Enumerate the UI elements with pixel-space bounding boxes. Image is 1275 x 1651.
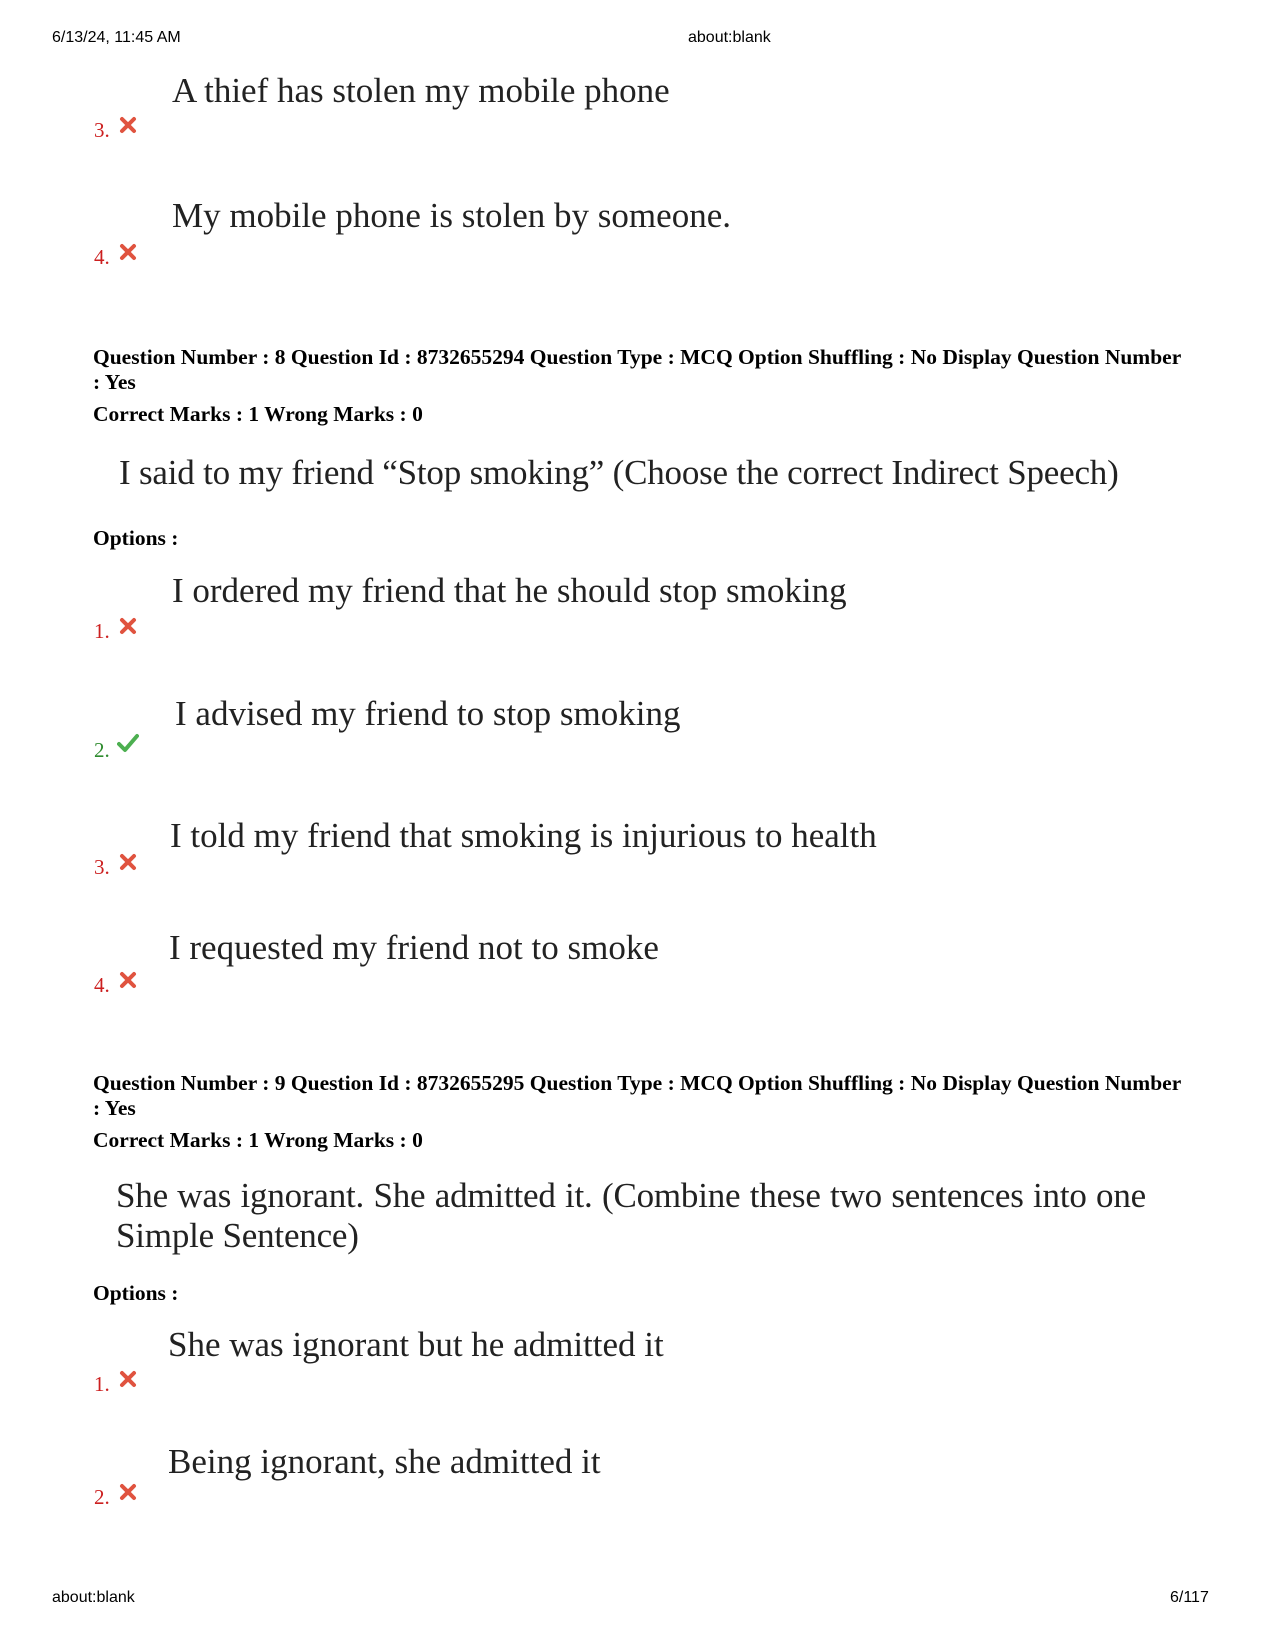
question-8-text: I said to my friend “Stop smoking” (Choose the correct Indirect Speech) — [119, 453, 1119, 492]
cross-icon — [119, 853, 137, 871]
footer-url: about:blank — [52, 1589, 135, 1606]
cross-icon — [119, 243, 137, 261]
prev-option-4-number: 4. — [94, 245, 110, 269]
q8-option-2-text: I advised my friend to stop smoking — [175, 694, 681, 733]
cross-icon — [119, 1483, 137, 1501]
question-9-marks: Correct Marks : 1 Wrong Marks : 0 — [93, 1128, 423, 1152]
cross-icon — [119, 617, 137, 635]
print-datetime: 6/13/24, 11:45 AM — [52, 29, 181, 46]
prev-option-4-text: My mobile phone is stolen by someone. — [172, 196, 731, 235]
q8-option-2-number: 2. — [94, 738, 110, 762]
q9-option-2-text: Being ignorant, she admitted it — [168, 1442, 601, 1481]
q8-option-1-number: 1. — [94, 619, 110, 643]
check-icon — [117, 733, 139, 753]
question-9-text: She was ignorant. She admitted it. (Combine these two sentences into one Simple Sentence) — [116, 1176, 1146, 1255]
print-url: about:blank — [688, 29, 771, 46]
question-8-options-label: Options : — [93, 526, 179, 550]
q8-option-3-number: 3. — [94, 855, 110, 879]
question-9-meta: Question Number : 9 Question Id : 8732655295 Question Type : MCQ Option Shuffling : No Display Question Number : Yes — [93, 1071, 1181, 1120]
q8-option-1-text: I ordered my friend that he should stop smoking — [172, 571, 847, 610]
prev-option-3-number: 3. — [94, 118, 110, 142]
q9-option-1-text: She was ignorant but he admitted it — [168, 1325, 664, 1364]
q8-option-4-number: 4. — [94, 973, 110, 997]
question-8-marks: Correct Marks : 1 Wrong Marks : 0 — [93, 402, 423, 426]
cross-icon — [119, 971, 137, 989]
q9-option-2-number: 2. — [94, 1485, 110, 1509]
prev-option-3-text: A thief has stolen my mobile phone — [172, 71, 670, 110]
q8-option-3-text: I told my friend that smoking is injurious to health — [170, 816, 877, 855]
q9-option-1-number: 1. — [94, 1372, 110, 1396]
question-8-meta: Question Number : 8 Question Id : 8732655294 Question Type : MCQ Option Shuffling : No Display Question Number : Yes — [93, 345, 1181, 394]
cross-icon — [119, 1370, 137, 1388]
q8-option-4-text: I requested my friend not to smoke — [169, 928, 659, 967]
question-9-options-label: Options : — [93, 1281, 179, 1305]
cross-icon — [119, 116, 137, 134]
page-counter: 6/117 — [1170, 1589, 1209, 1606]
